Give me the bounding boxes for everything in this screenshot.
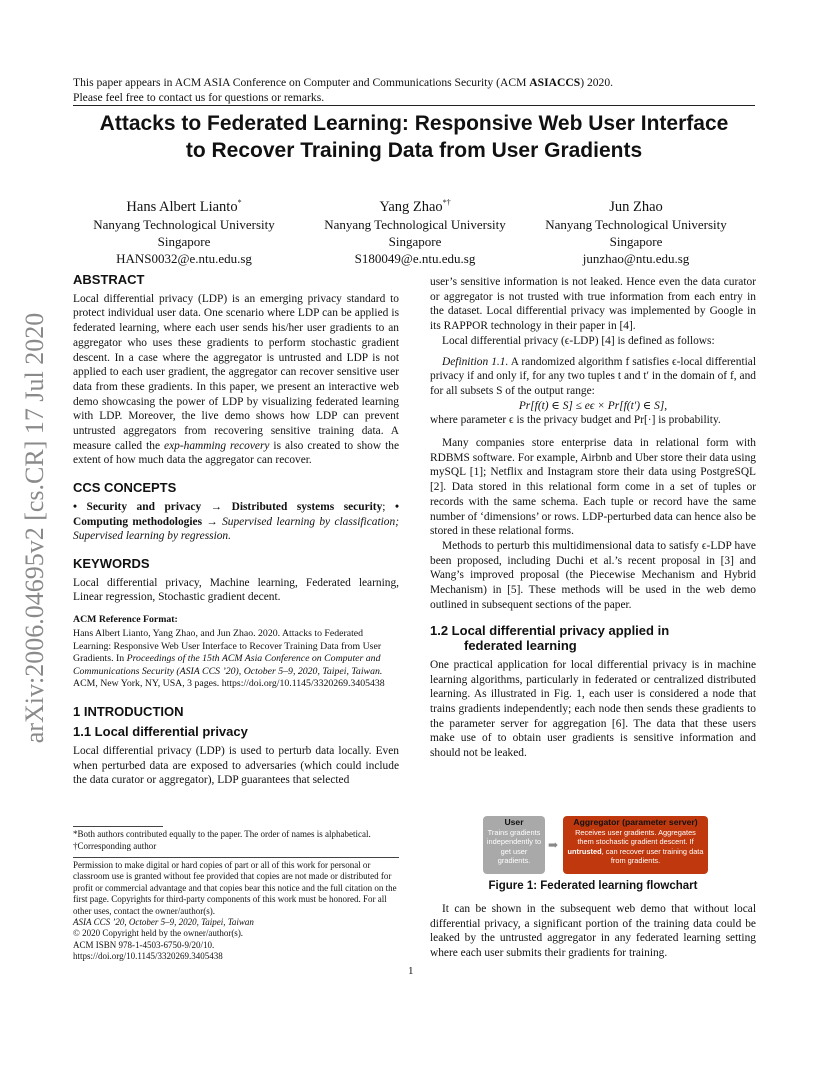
page-number: 1 bbox=[408, 965, 414, 977]
ccs-text: • Security and privacy → Distributed systems security; • Computing methodologies → Supervised learning by classification; Supervised learning by regression. bbox=[73, 500, 399, 543]
subsection-1-2: 1.2 Local differential privacy applied in federated learning bbox=[430, 623, 670, 654]
conference-note: This paper appears in ACM ASIA Conference on Computer and Communications Security (ACM ASIACCS) 2020. Please feel free to contact us for questions or remarks. bbox=[73, 76, 614, 104]
right-para-5: Methods to perturb this multidimensional data to satisfy ϵ-LDP have been proposed, including Duchi et al.’s recent proposal in [3] and Wang’s improved proposal (the Piecewise Mechanism and Hybrid Mechanism) in [5]. These methods will be used in the web demo outlined in subsequent sections of the paper. bbox=[430, 539, 756, 611]
right-para-3: where parameter ϵ is the privacy budget and Pr[·] is probability. bbox=[430, 414, 721, 427]
right-para-2: Local differential privacy (ϵ-LDP) [4] is defined as follows: bbox=[442, 334, 715, 347]
header-rule bbox=[73, 105, 755, 106]
federated-learning-figure bbox=[478, 813, 708, 876]
author-block-3: Jun Zhao Nanyang Technological University Singapore junzhao@ntu.edu.sg bbox=[545, 198, 727, 266]
right-para-4: Many companies store enterprise data in relational form with RDBMS software. For example, Airbnb and Uber store their data using mySQL [1]; Netflix and Instagram store their data using PostgreSQL [2]. Data stored in this relational form come in a set of tuples or records with the same schema. Each tuple or record have the same number of ‘dimensions’ or rows. LDP-perturbed data can hence also be stored in these relational forms. bbox=[430, 437, 756, 538]
acm-ref-text: Hans Albert Lianto, Yang Zhao, and Jun Zhao. 2020. Attacks to Federated Learning: Responsive Web User Interface to Recover Training Data from User Gradients. In Proceedings of the 15th ACM Asia Conference on Computer and Communications Security (ASIA CCS ’20), October 5–9, 2020, Taipei, Taiwan. ACM, New York, NY, USA, 3 pages. https://doi.org/10.1145/3320269.3405438 bbox=[73, 628, 385, 690]
permission-rule bbox=[73, 857, 399, 858]
footnotes: *Both authors contributed equally to the paper. The order of names is alphabetical. †Corresponding author bbox=[73, 829, 371, 851]
keywords-text: Local differential privacy, Machine learning, Federated learning, Linear regression, Stochastic gradient decent. bbox=[73, 576, 399, 604]
subsection-1-1: 1.1 Local differential privacy bbox=[73, 724, 248, 740]
author-block-2: Yang Zhao*† Nanyang Technological University Singapore S180049@e.ntu.edu.sg bbox=[324, 198, 506, 266]
ccs-heading: CCS CONCEPTS bbox=[73, 480, 177, 496]
abstract-text: Local differential privacy (LDP) is an emerging privacy standard to protect individual user data. One scenario where LDP can be applied is federated learning, where each user sends his/her user gradients to an aggregator who uses these gradients to perform stochastic gradient descent. In a case where the aggregator is untrusted and LDP is not applied to each user gradient, the aggregator can recover sensitive user data from these gradients. In this paper, we present an interactive web demo showcasing the power of LDP by visualizing federated learning with LDP. Moreover, the live demo shows how LDP can prevent untrusted aggregators from recovering sensitive training data. A measure called the exp-hamming recovery is also created to show the extent of how much data the aggregator can recover. bbox=[73, 292, 400, 467]
author-block-1: Hans Albert Lianto* Nanyang Technological University Singapore HANS0032@e.ntu.edu.sg bbox=[93, 198, 275, 266]
definition: Definition 1.1. A randomized algorithm f satisfies ϵ-local differential privacy if and only if, for any two tuples t and t′ in the domain of f, and for all subsets S of the output range: bbox=[430, 355, 756, 397]
permission-block: Permission to make digital or hard copies of part or all of this work for personal or classroom use is granted without fee provided that copies are not made or distributed for profit or commercial advantage and that copies bear this notice and the full citation on the first page. Copyrights for third-party components of this work must be honored. For all other uses, contact the owner/author(s). ASIA CCS ’20, October 5–9, 2020, Taipei, Taiwan © 2020 Copyright held by the owner/author(s). ACM ISBN 978-1-4503-6750-9/20/10. https://doi.org/10.1145/3320269.3405438 bbox=[73, 860, 397, 962]
paper-title: Attacks to Federated Learning: Responsive Web User Interface to Recover Training Data from User Gradients bbox=[99, 112, 729, 162]
abstract-heading: ABSTRACT bbox=[73, 272, 145, 287]
user-box: User Trains gradients independently to get user gradients. bbox=[483, 816, 545, 874]
footnote-rule bbox=[73, 826, 163, 827]
equation: Pr[f(t) ∈ S] ≤ eϵ × Pr[f(t′) ∈ S], bbox=[518, 399, 668, 412]
right-column bbox=[430, 275, 756, 761]
right-para-7: It can be shown in the subsequent web demo that without local differential privacy, a significant portion of the training data could be leaked by the untrusted aggregator in any federated learning setting where each user submits their gradients for training. bbox=[430, 903, 756, 960]
right-para-6: One practical application for local differential privacy is in machine learning algorithms, particularly in federated or centralized distributed learning. As illustrated in Fig. 1, each user is considered a node that trains gradients independently; each node then sends these gradients to the parameter server for aggregation [6]. The data that these users make use of to obtain user gradients is sensitive information and should not be leaked. bbox=[430, 658, 756, 760]
figure-caption: Figure 1: Federated learning flowchart bbox=[488, 880, 698, 892]
arrow-right-icon: ➡ bbox=[548, 838, 559, 852]
left-column bbox=[73, 273, 399, 788]
right-para-7-block bbox=[430, 902, 756, 961]
keywords-heading: KEYWORDS bbox=[73, 555, 150, 571]
aggregator-box: Aggregator (parameter server) Receives user gradients. Aggregates them stochastic gradient descent. If untrusted, can recover user training data from gradients. bbox=[563, 816, 708, 874]
acm-ref-heading: ACM Reference Format: bbox=[73, 614, 178, 626]
arxiv-stamp: arXiv:2006.04695v2 [cs.CR] 17 Jul 2020 bbox=[20, 312, 49, 744]
right-para-1: user’s sensitive information is not leaked. Hence even the data curator or aggregator is not trusted with true information from each entry in the dataset. Local differential privacy was implemented by Google in its RAPPOR technology in their paper in [4]. bbox=[430, 276, 756, 333]
intro-heading: 1 INTRODUCTION bbox=[73, 703, 184, 719]
intro-text: Local differential privacy (LDP) is used to perturb data locally. Even when perturbed data are exposed to adversaries (which could include the data curator or aggregator), LDP guarantees that selected bbox=[73, 744, 399, 787]
